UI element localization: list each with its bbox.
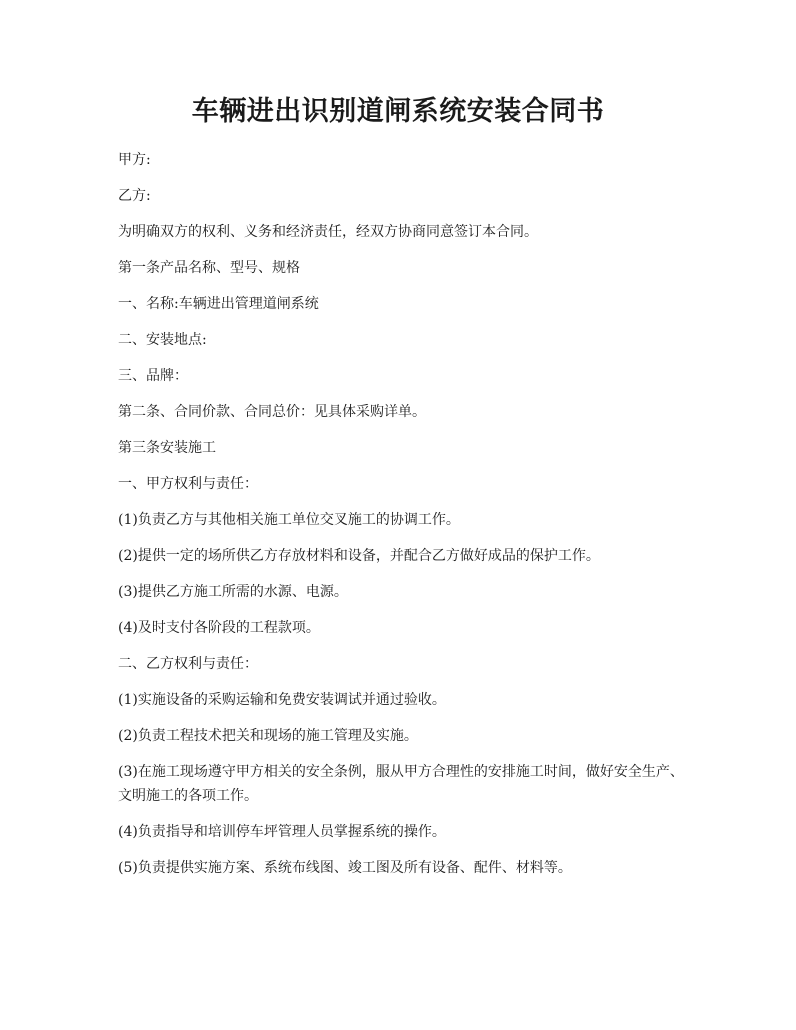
party-b-duties-heading: 二、乙方权利与责任： xyxy=(118,656,258,672)
document-title: 车辆进出识别道闸系统安装合同书 xyxy=(191,96,605,127)
preamble-paragraph: 为明确双方的权利、义务和经济责任，经双方协商同意签订本合同。 xyxy=(118,224,538,240)
party-a-duties-heading: 一、甲方权利与责任： xyxy=(118,476,258,492)
party-b-duty-item: (4)负责指导和培训停车坪管理人员掌握系统的操作。 xyxy=(118,824,446,840)
party-b-line: 乙方: xyxy=(118,188,151,204)
party-a-duty-item: (2)提供一定的场所供乙方存放材料和设备，并配合乙方做好成品的保护工作。 xyxy=(118,548,600,564)
party-b-duty-item: (2)负责工程技术把关和现场的施工管理及实施。 xyxy=(118,728,418,744)
article-3-heading: 第三条安装施工 xyxy=(118,440,216,456)
party-a-duty-item: (3)提供乙方施工所需的水源、电源。 xyxy=(118,584,348,600)
party-a-duty-item: (1)负责乙方与其他相关施工单位交叉施工的协调工作。 xyxy=(118,512,460,528)
article-2-heading: 第二条、合同价款、合同总价：见具体采购详单。 xyxy=(118,404,426,420)
article-1-heading: 第一条产品名称、型号、规格 xyxy=(118,260,300,276)
party-a-duty-item: (4)及时支付各阶段的工程款项。 xyxy=(118,620,320,636)
party-a-line: 甲方: xyxy=(118,152,151,168)
brand-line: 三、品牌： xyxy=(118,368,188,384)
party-b-duty-item: (3)在施工现场遵守甲方相关的安全条例，服从甲方合理性的安排施工时间，做好安全生产、文明施工的各项工作。 xyxy=(118,764,684,804)
product-name-line: 一、名称:车辆进出管理道闸系统 xyxy=(118,296,319,312)
party-b-duty-item: (1)实施设备的采购运输和免费安装调试并通过验收。 xyxy=(118,692,446,708)
party-b-duty-item: (5)负责提供实施方案、系统布线图、竣工图及所有设备、配件、材料等。 xyxy=(118,860,572,876)
install-location-line: 二、安装地点: xyxy=(118,332,207,348)
